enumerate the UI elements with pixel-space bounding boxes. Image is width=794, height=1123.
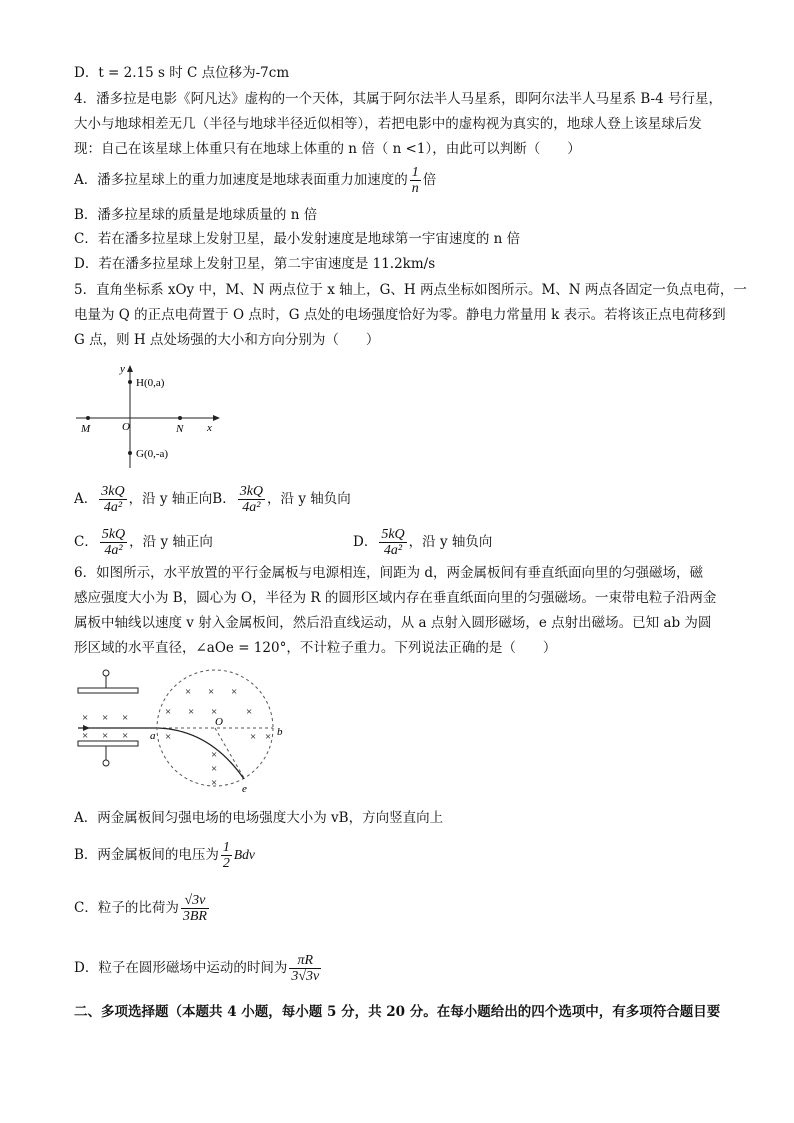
fraction-denominator: 3BR [182,909,207,924]
q6-option-b-fraction [221,840,232,871]
upper-plate [78,688,138,693]
q5-option-c-label: C． [74,534,98,550]
field-cross: × [208,686,215,698]
q6-magnetic-field-figure [70,668,300,798]
top-terminal [103,670,109,676]
q5-options-ab [74,484,351,515]
q6-option-d-label: D．粒子在圆形磁场中运动的时间为 [74,960,288,976]
q5-option-c [74,527,213,558]
fraction-denominator: n [411,181,419,196]
q4-option-a-fraction [410,165,421,196]
point-h [128,380,132,384]
q5-option-b-fraction [238,484,265,515]
q4-option-a [74,165,436,196]
section-2-heading: 二、多项选择题（本题共 4 小题，每小题 5 分，共 20 分。在每小题给出的四个选项中，有多项符合题目要 [74,1004,721,1020]
q4-option-a-tail: 倍 [422,172,437,188]
x-axis-label: x [207,422,212,434]
field-cross: × [211,763,218,775]
fraction-numerator: √3v [181,893,209,909]
q5-option-d-label: D． [353,534,378,550]
y-axis-label: y [120,363,125,375]
field-cross: × [211,706,218,718]
h-label: H(0,a) [136,377,165,389]
q6-stem-line4: 形区域的水平直径，∠aOe = 120°，不计粒子重力。下列说法正确的是（ ） [74,640,557,656]
q5-stem-line1: 5．直角坐标系 xOy 中，M、N 两点位于 x 轴上，G、H 两点坐标如图所示。M、N 两点各固定一负点电荷，一 [74,282,747,298]
circle-field-crosses [165,686,271,789]
n-label: N [176,423,184,435]
point-e-label: e [242,783,247,795]
q6-stem-line3: 属板中轴线以速度 v 射入金属板间，然后沿直线运动，从 a 点射入圆形磁场，e 点射出磁场。已知 ab 为圆 [74,615,712,631]
field-cross: × [265,731,272,743]
fraction-denominator: 4a² [383,543,403,558]
y-axis-arrow [127,365,133,372]
x-axis-arrow [213,415,220,421]
q5-option-a-label: A． [74,491,98,507]
q6-option-a: A．两金属板间匀强电场的电场强度大小为 vB，方向竖直向上 [74,810,444,826]
q4-option-b: B．潘多拉星球的质量是地球质量的 n 倍 [74,207,318,223]
fraction-numerator: 1 [411,165,419,180]
q6-option-b [74,840,255,871]
field-cross: × [185,686,192,698]
fraction-numerator: 5kQ [381,527,405,542]
fraction-denominator: 4a² [242,500,261,515]
bottom-terminal [103,760,109,766]
field-cross: × [122,712,129,724]
q4-stem-line3: 现：自己在该星球上体重只有在地球上体重的 n 倍（ n <1），由此可以判断（ ） [74,141,581,157]
q5-option-b-label: B． [212,491,236,507]
point-a-label: a [150,730,156,742]
field-cross: × [165,706,172,718]
q3-option-d: D．t = 2.15 s 时 C 点位移为-7cm [74,65,290,81]
q5-option-d-tail: ，沿 y 轴负向 [408,534,493,550]
q5-coordinate-figure [70,360,230,475]
q5-option-c-tail: ，沿 y 轴正向 [129,534,213,550]
q5-option-b-tail: ，沿 y 轴负向 [267,491,351,507]
field-cross: × [250,731,257,743]
field-cross: × [211,777,218,789]
q4-stem-line2: 大小与地球相差无几（半径与地球半径近似相等），若把电影中的虚构视为真实的，地球人登上该星球后发 [74,116,702,132]
q6-option-b-tail: Bdv [233,847,255,862]
fraction-numerator: 5kQ [101,527,126,542]
field-cross: × [165,731,172,743]
q5-option-d [353,527,492,558]
radius-oe [215,728,244,778]
q6-stem-line1: 6．如图所示，水平放置的平行金属板与电源相连，间距为 d，两金属板间有垂直纸面向里的匀强磁场，磁 [74,565,704,581]
field-cross: × [188,706,195,718]
q6-option-c [74,893,211,924]
q5-stem-line3: G 点，则 H 点处场强的大小和方向分别为（ ） [74,332,380,348]
field-cross: × [82,712,89,724]
m-label: M [81,423,91,435]
point-m [86,416,90,420]
q6-option-d [74,953,323,984]
o-label: O [122,421,130,433]
q5-option-d-fraction [379,527,406,558]
field-cross: × [82,730,89,742]
point-n [178,416,182,420]
fraction-denominator: 4a² [104,543,123,558]
q6-option-c-label: C．粒子的比荷为 [74,900,179,916]
field-cross: × [231,686,238,698]
g-label: G(0,-a) [136,448,169,460]
q4-option-a-text: A．潘多拉星球上的重力加速度是地球表面重力加速度的 [74,172,408,188]
point-g [128,451,132,455]
q4-option-d: D．若在潘多拉星球上发射卫星，第二宇宙速度是 11.2km/s [74,256,436,272]
fraction-numerator: 3kQ [239,484,264,499]
field-cross: × [102,712,109,724]
center-o-label: O [215,716,223,728]
field-cross: × [246,706,253,718]
q4-stem-line1: 4．潘多拉是电影《阿凡达》虚构的一个天体，其属于阿尔法半人马星系，即阿尔法半人马星系 B-4 号行星， [74,91,722,107]
q5-option-a-fraction [99,484,126,515]
q6-stem-line2: 感应强度大小为 B，圆心为 O，半径为 R 的圆形区域内存在垂直纸面向里的匀强磁场。一束带电粒子沿两金 [74,590,717,606]
q6-option-c-fraction [181,893,209,924]
fraction-numerator: 3kQ [101,484,125,499]
field-cross: × [102,730,109,742]
field-cross: × [211,749,218,761]
fraction-numerator: πR [289,953,321,969]
point-b-label: b [277,726,283,738]
q5-stem-line2: 电量为 Q 的正点电荷置于 O 点时，G 点处的电场强度恰好为零。静电力常量用 k 表示。若将该正点电荷移到 [74,307,726,323]
fraction-denominator: 3√3v [291,969,320,984]
fraction-numerator: 1 [222,840,230,855]
field-cross: × [122,730,129,742]
q6-option-d-fraction [289,953,321,984]
q5-option-a-tail: ，沿 y 轴正向 [128,491,213,507]
fraction-denominator: 4a² [103,500,123,515]
q6-option-b-label: B．两金属板间的电压为 [74,847,219,863]
q5-option-c-fraction [100,527,127,558]
q4-option-c: C．若在潘多拉星球上发射卫星，最小发射速度是地球第一宇宙速度的 n 倍 [74,231,521,247]
fraction-denominator: 2 [222,856,230,871]
